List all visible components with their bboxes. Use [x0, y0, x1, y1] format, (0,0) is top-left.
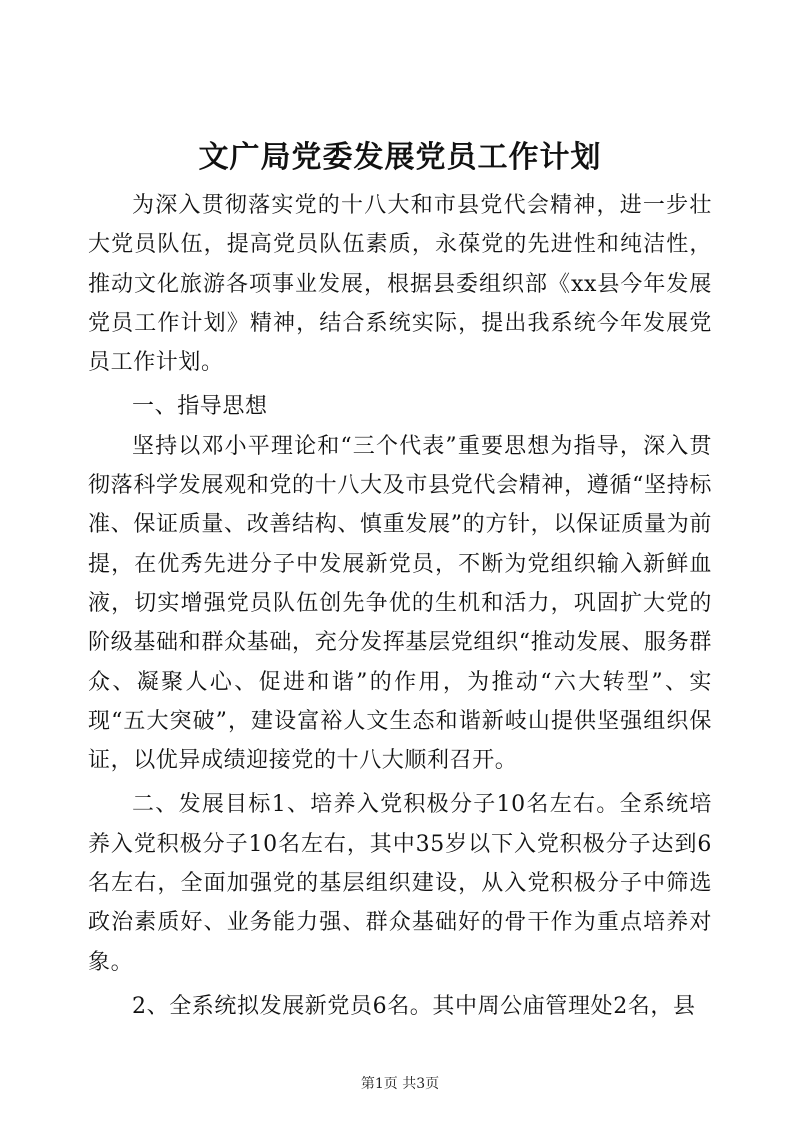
document-title: 文广局党委发展党员工作计划 — [198, 140, 602, 175]
new-members-paragraph: 2、全系统拟发展新党员6名。其中周公庙管理处2名，县 — [132, 993, 696, 1019]
intro-paragraph: 为深入贯彻落实党的十八大和市县党代会精神，进一步壮大党员队伍，提高党员队伍素质，永葆党的先进性和纯洁性，推动文化旅游各项事业发展，根据县委组织部《xx县今年发展党员工作计划》精神，结合系统实际，提出我系统今年发展党员工作计划。 — [88, 193, 712, 376]
guiding-ideology-paragraph: 坚持以邓小平理论和“三个代表”重要思想为指导，深入贯彻落科学发展观和党的十八大及市县党代会精神，遵循“坚持标准、保证质量、改善结构、慎重发展”的方针，以保证质量为前提，在优秀先进分子中发展新党员，不断为党组织输入新鲜血液，切实增强党员队伍创先争优的生机和活力，巩固扩大党的阶级基础和群众基础，充分发挥基层党组织“推动发展、服务群众、凝聚人心、促进和谐”的作用，为推动“六大转型”、实现“五大突破”，建设富裕人文生态和谐新岐山提供坚强组织保证，以优异成绩迎接党的十八大顺利召开。 — [88, 433, 712, 774]
development-goals-paragraph: 二、发展目标1、培养入党积极分子10名左右。全系统培养入党积极分子10名左右，其中35岁以下入党积极分子达到6名左右，全面加强党的基层组织建设，从入党积极分子中筛选政治素质好、业务能力强、群众基础好的骨干作为重点培养对象。 — [88, 792, 712, 975]
page-number-footer: 第1页 共3页 — [360, 1076, 440, 1092]
document-body — [88, 186, 712, 1026]
section-heading-guiding-ideology: 一、指导思想 — [132, 394, 268, 420]
